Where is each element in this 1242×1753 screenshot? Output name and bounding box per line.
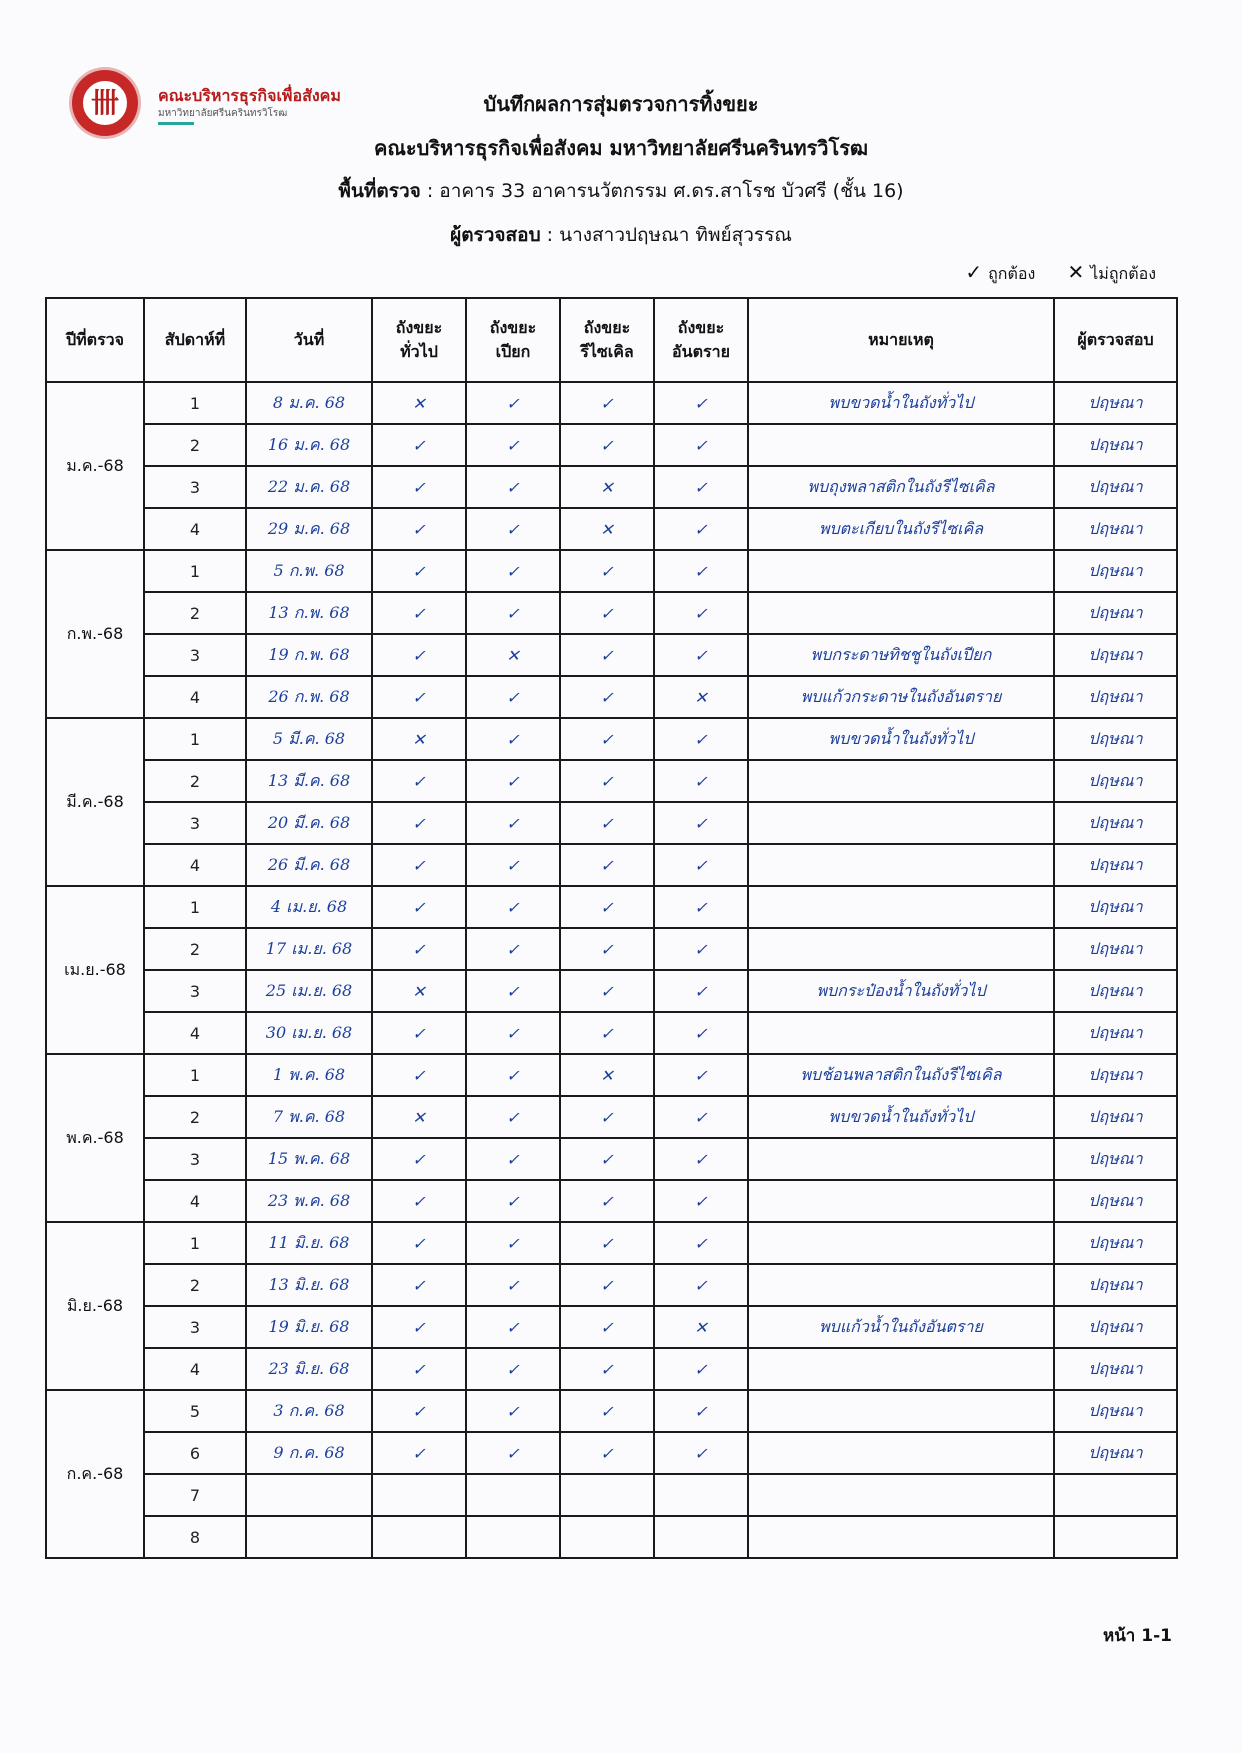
- inspector-signature: ปฤษณา: [1054, 424, 1177, 466]
- inspection-table: [45, 297, 1178, 1559]
- week-cell: 3: [144, 634, 246, 676]
- week-cell: 4: [144, 1012, 246, 1054]
- table-row: [46, 550, 1177, 592]
- table-row: [46, 1054, 1177, 1096]
- date-cell: 9 ก.ค. 68: [246, 1432, 372, 1474]
- table-row: [46, 1390, 1177, 1432]
- table-row: [46, 1432, 1177, 1474]
- date-cell: 8 ม.ค. 68: [246, 382, 372, 424]
- note-cell: [748, 1516, 1054, 1558]
- date-cell: 26 มี.ค. 68: [246, 844, 372, 886]
- header-wet-bin: ถังขยะ เปียก: [466, 298, 560, 382]
- recycle-bin-mark: ✓: [560, 550, 654, 592]
- inspector-signature: ปฤษณา: [1054, 718, 1177, 760]
- hazard-bin-mark: ✓: [654, 844, 748, 886]
- general-bin-mark: ✓: [372, 844, 466, 886]
- inspector-value: นางสาวปฤษณา ทิพย์สุวรรณ: [559, 224, 792, 246]
- hazard-bin-mark: ✓: [654, 1432, 748, 1474]
- date-cell: 4 เม.ย. 68: [246, 886, 372, 928]
- area-value: อาคาร 33 อาคารนวัตกรรม ศ.ดร.สาโรช บัวศรี (ชั้น 16): [439, 180, 904, 202]
- wet-bin-mark: ✓: [466, 844, 560, 886]
- inspector-signature: ปฤษณา: [1054, 1222, 1177, 1264]
- recycle-bin-mark: ✕: [560, 1054, 654, 1096]
- table-row: [46, 718, 1177, 760]
- month-cell: ก.พ.-68: [46, 550, 144, 718]
- inspector-label: ผู้ตรวจสอบ: [450, 224, 541, 246]
- week-cell: 2: [144, 592, 246, 634]
- date-cell: [246, 1474, 372, 1516]
- general-bin-mark: ✓: [372, 1138, 466, 1180]
- table-row: [46, 1264, 1177, 1306]
- table-row: [46, 1306, 1177, 1348]
- inspector-signature: ปฤษณา: [1054, 634, 1177, 676]
- table-row: [46, 466, 1177, 508]
- date-cell: [246, 1516, 372, 1558]
- month-cell: มิ.ย.-68: [46, 1222, 144, 1390]
- wet-bin-mark: ✓: [466, 970, 560, 1012]
- header-month: ปีที่ตรวจ: [46, 298, 144, 382]
- general-bin-mark: ✕: [372, 970, 466, 1012]
- note-cell: [748, 886, 1054, 928]
- wet-bin-mark: ✓: [466, 1222, 560, 1264]
- note-cell: [748, 1390, 1054, 1432]
- general-bin-mark: ✓: [372, 1054, 466, 1096]
- table-row: [46, 886, 1177, 928]
- inspector-signature: ปฤษณา: [1054, 802, 1177, 844]
- note-cell: พบกระป๋องน้ำในถังทั่วไป: [748, 970, 1054, 1012]
- header-recycle-bin: ถังขยะ รีไซเคิล: [560, 298, 654, 382]
- header-week: สัปดาห์ที่: [144, 298, 246, 382]
- general-bin-mark: ✓: [372, 1390, 466, 1432]
- hazard-bin-mark: ✓: [654, 1222, 748, 1264]
- date-cell: 7 พ.ค. 68: [246, 1096, 372, 1138]
- general-bin-mark: ✓: [372, 760, 466, 802]
- week-cell: 4: [144, 508, 246, 550]
- wet-bin-mark: ✓: [466, 1180, 560, 1222]
- inspector-signature: ปฤษณา: [1054, 1306, 1177, 1348]
- note-cell: [748, 1348, 1054, 1390]
- wet-bin-mark: ✓: [466, 550, 560, 592]
- note-cell: [748, 760, 1054, 802]
- general-bin-mark: ✓: [372, 424, 466, 466]
- inspector-signature: ปฤษณา: [1054, 382, 1177, 424]
- inspector-signature: ปฤษณา: [1054, 1264, 1177, 1306]
- table-body: [46, 382, 1177, 1558]
- inspector-signature: ปฤษณา: [1054, 550, 1177, 592]
- hazard-bin-mark: ✓: [654, 1138, 748, 1180]
- week-cell: 3: [144, 466, 246, 508]
- header-hazard-bin: ถังขยะ อันตราย: [654, 298, 748, 382]
- date-cell: 5 ก.พ. 68: [246, 550, 372, 592]
- table-row: [46, 508, 1177, 550]
- general-bin-mark: ✓: [372, 886, 466, 928]
- note-cell: พบขวดน้ำในถังทั่วไป: [748, 1096, 1054, 1138]
- inspector-signature: ปฤษณา: [1054, 1054, 1177, 1096]
- general-bin-mark: ✕: [372, 718, 466, 760]
- hazard-bin-mark: ✓: [654, 424, 748, 466]
- date-cell: 22 ม.ค. 68: [246, 466, 372, 508]
- month-cell: ม.ค.-68: [46, 382, 144, 550]
- general-bin-mark: ✓: [372, 676, 466, 718]
- week-cell: 1: [144, 1222, 246, 1264]
- month-cell: มี.ค.-68: [46, 718, 144, 886]
- inspector-signature: [1054, 1516, 1177, 1558]
- note-cell: พบกระดาษทิชชูในถังเปียก: [748, 634, 1054, 676]
- hazard-bin-mark: ✓: [654, 1096, 748, 1138]
- header-date: วันที่: [246, 298, 372, 382]
- recycle-bin-mark: ✓: [560, 1390, 654, 1432]
- date-cell: 29 ม.ค. 68: [246, 508, 372, 550]
- note-cell: [748, 424, 1054, 466]
- week-cell: 8: [144, 1516, 246, 1558]
- recycle-bin-mark: ✓: [560, 424, 654, 466]
- recycle-bin-mark: ✓: [560, 718, 654, 760]
- date-cell: 19 ก.พ. 68: [246, 634, 372, 676]
- week-cell: 2: [144, 928, 246, 970]
- wet-bin-mark: ✓: [466, 424, 560, 466]
- week-cell: 1: [144, 550, 246, 592]
- recycle-bin-mark: ✕: [560, 466, 654, 508]
- wet-bin-mark: ✓: [466, 466, 560, 508]
- date-cell: 23 พ.ค. 68: [246, 1180, 372, 1222]
- recycle-bin-mark: ✓: [560, 1096, 654, 1138]
- table-row: [46, 382, 1177, 424]
- recycle-bin-mark: ✓: [560, 802, 654, 844]
- inspector-signature: [1054, 1474, 1177, 1516]
- hazard-bin-mark: ✓: [654, 1180, 748, 1222]
- wet-bin-mark: ✓: [466, 928, 560, 970]
- note-cell: [748, 1012, 1054, 1054]
- general-bin-mark: ✕: [372, 382, 466, 424]
- wet-bin-mark: ✓: [466, 886, 560, 928]
- note-cell: พบขวดน้ำในถังทั่วไป: [748, 718, 1054, 760]
- table-row: [46, 1138, 1177, 1180]
- table-row: [46, 928, 1177, 970]
- inspector-signature: ปฤษณา: [1054, 1096, 1177, 1138]
- wet-bin-mark: ✓: [466, 1138, 560, 1180]
- note-cell: [748, 1264, 1054, 1306]
- header-inspector: ผู้ตรวจสอบ: [1054, 298, 1177, 382]
- legend: [965, 260, 1156, 287]
- hazard-bin-mark: ✓: [654, 1264, 748, 1306]
- wet-bin-mark: ✓: [466, 1390, 560, 1432]
- hazard-bin-mark: ✕: [654, 676, 748, 718]
- page-number: หน้า 1-1: [1102, 1626, 1172, 1646]
- table-row: [46, 802, 1177, 844]
- wet-bin-mark: [466, 1474, 560, 1516]
- week-cell: 5: [144, 1390, 246, 1432]
- note-cell: พบขวดน้ำในถังทั่วไป: [748, 382, 1054, 424]
- general-bin-mark: [372, 1516, 466, 1558]
- faculty-line: คณะบริหารธุรกิจเพื่อสังคม มหาวิทยาลัยศรีนครินทรวิโรฒ: [373, 136, 869, 160]
- inspector-signature: ปฤษณา: [1054, 508, 1177, 550]
- date-cell: 11 มิ.ย. 68: [246, 1222, 372, 1264]
- recycle-bin-mark: [560, 1516, 654, 1558]
- general-bin-mark: ✓: [372, 592, 466, 634]
- week-cell: 4: [144, 844, 246, 886]
- table-row: [46, 970, 1177, 1012]
- table-row: [46, 676, 1177, 718]
- general-bin-mark: ✓: [372, 508, 466, 550]
- week-cell: 1: [144, 382, 246, 424]
- inspector-signature: ปฤษณา: [1054, 1432, 1177, 1474]
- week-cell: 1: [144, 718, 246, 760]
- logo-faculty-name: คณะบริหารธุรกิจเพื่อสังคม: [158, 86, 341, 105]
- wet-bin-mark: ✕: [466, 634, 560, 676]
- hazard-bin-mark: ✓: [654, 382, 748, 424]
- note-cell: [748, 1222, 1054, 1264]
- table-row: [46, 1516, 1177, 1558]
- wet-bin-mark: ✓: [466, 1264, 560, 1306]
- inspector-signature: ปฤษณา: [1054, 970, 1177, 1012]
- inspector-signature: ปฤษณา: [1054, 1348, 1177, 1390]
- general-bin-mark: [372, 1474, 466, 1516]
- month-cell: เม.ย.-68: [46, 886, 144, 1054]
- hazard-bin-mark: ✓: [654, 634, 748, 676]
- recycle-bin-mark: [560, 1474, 654, 1516]
- note-cell: [748, 1138, 1054, 1180]
- date-cell: 30 เม.ย. 68: [246, 1012, 372, 1054]
- recycle-bin-mark: ✓: [560, 382, 654, 424]
- general-bin-mark: ✓: [372, 1012, 466, 1054]
- date-cell: 26 ก.พ. 68: [246, 676, 372, 718]
- recycle-bin-mark: ✓: [560, 760, 654, 802]
- week-cell: 4: [144, 1180, 246, 1222]
- inspector-signature: ปฤษณา: [1054, 1138, 1177, 1180]
- date-cell: 1 พ.ค. 68: [246, 1054, 372, 1096]
- week-cell: 2: [144, 760, 246, 802]
- table-row: [46, 760, 1177, 802]
- recycle-bin-mark: ✓: [560, 1138, 654, 1180]
- hazard-bin-mark: [654, 1474, 748, 1516]
- week-cell: 1: [144, 1054, 246, 1096]
- note-cell: พบถุงพลาสติกในถังรีไซเคิล: [748, 466, 1054, 508]
- recycle-bin-mark: ✓: [560, 844, 654, 886]
- general-bin-mark: ✓: [372, 550, 466, 592]
- inspector-signature: ปฤษณา: [1054, 928, 1177, 970]
- logo-accent-bar: [158, 122, 194, 125]
- document-title: บันทึกผลการสุ่มตรวจการทิ้งขยะ: [483, 92, 759, 116]
- note-cell: [748, 844, 1054, 886]
- hazard-bin-mark: ✓: [654, 928, 748, 970]
- general-bin-mark: ✓: [372, 802, 466, 844]
- table-row: [46, 844, 1177, 886]
- seal-emblem: 卌: [90, 86, 119, 119]
- wet-bin-mark: ✓: [466, 1096, 560, 1138]
- recycle-bin-mark: ✓: [560, 1306, 654, 1348]
- recycle-bin-mark: ✕: [560, 508, 654, 550]
- area-label: พื้นที่ตรวจ: [338, 180, 421, 202]
- table-row: [46, 1348, 1177, 1390]
- check-icon: ✓: [965, 260, 983, 284]
- general-bin-mark: ✕: [372, 1096, 466, 1138]
- inspector-signature: ปฤษณา: [1054, 886, 1177, 928]
- inspector-signature: ปฤษณา: [1054, 760, 1177, 802]
- week-cell: 3: [144, 970, 246, 1012]
- date-cell: 3 ก.ค. 68: [246, 1390, 372, 1432]
- date-cell: 19 มิ.ย. 68: [246, 1306, 372, 1348]
- general-bin-mark: ✓: [372, 1348, 466, 1390]
- general-bin-mark: ✓: [372, 1306, 466, 1348]
- date-cell: 13 ก.พ. 68: [246, 592, 372, 634]
- table-row: [46, 1012, 1177, 1054]
- week-cell: 3: [144, 1138, 246, 1180]
- date-cell: 16 ม.ค. 68: [246, 424, 372, 466]
- date-cell: 13 มี.ค. 68: [246, 760, 372, 802]
- cross-icon: ✕: [1067, 260, 1085, 284]
- wet-bin-mark: ✓: [466, 760, 560, 802]
- date-cell: 17 เม.ย. 68: [246, 928, 372, 970]
- hazard-bin-mark: ✓: [654, 508, 748, 550]
- recycle-bin-mark: ✓: [560, 1432, 654, 1474]
- table-row: [46, 1474, 1177, 1516]
- week-cell: 4: [144, 1348, 246, 1390]
- note-cell: [748, 550, 1054, 592]
- date-cell: 15 พ.ค. 68: [246, 1138, 372, 1180]
- recycle-bin-mark: ✓: [560, 1264, 654, 1306]
- wet-bin-mark: ✓: [466, 718, 560, 760]
- inspector-signature: ปฤษณา: [1054, 1390, 1177, 1432]
- recycle-bin-mark: ✓: [560, 970, 654, 1012]
- note-cell: [748, 1180, 1054, 1222]
- date-cell: 20 มี.ค. 68: [246, 802, 372, 844]
- inspection-area-line: พื้นที่ตรวจ : อาคาร 33 อาคารนวัตกรรม ศ.ดร.สาโรช บัวศรี (ชั้น 16): [338, 180, 904, 202]
- week-cell: 2: [144, 1264, 246, 1306]
- wet-bin-mark: ✓: [466, 802, 560, 844]
- logo-university-name: มหาวิทยาลัยศรีนครินทรวิโรฒ: [158, 108, 288, 119]
- table-row: [46, 634, 1177, 676]
- table-row: [46, 1222, 1177, 1264]
- note-cell: [748, 928, 1054, 970]
- hazard-bin-mark: ✓: [654, 466, 748, 508]
- general-bin-mark: ✓: [372, 1180, 466, 1222]
- hazard-bin-mark: ✓: [654, 550, 748, 592]
- legend-incorrect-label: ไม่ถูกต้อง: [1090, 264, 1156, 283]
- wet-bin-mark: ✓: [466, 1348, 560, 1390]
- header-general-bin: ถังขยะ ทั่วไป: [372, 298, 466, 382]
- general-bin-mark: ✓: [372, 466, 466, 508]
- hazard-bin-mark: ✓: [654, 886, 748, 928]
- hazard-bin-mark: ✕: [654, 1306, 748, 1348]
- recycle-bin-mark: ✓: [560, 928, 654, 970]
- table-row: [46, 424, 1177, 466]
- hazard-bin-mark: ✓: [654, 1390, 748, 1432]
- general-bin-mark: ✓: [372, 928, 466, 970]
- table-header-row: [46, 298, 1177, 382]
- inspector-signature: ปฤษณา: [1054, 1180, 1177, 1222]
- general-bin-mark: ✓: [372, 634, 466, 676]
- inspector-signature: ปฤษณา: [1054, 844, 1177, 886]
- wet-bin-mark: [466, 1516, 560, 1558]
- week-cell: 7: [144, 1474, 246, 1516]
- hazard-bin-mark: ✓: [654, 760, 748, 802]
- note-cell: พบช้อนพลาสติกในถังรีไซเคิล: [748, 1054, 1054, 1096]
- date-cell: 5 มี.ค. 68: [246, 718, 372, 760]
- note-cell: พบแก้วน้ำในถังอันตราย: [748, 1306, 1054, 1348]
- hazard-bin-mark: [654, 1516, 748, 1558]
- general-bin-mark: ✓: [372, 1264, 466, 1306]
- week-cell: 3: [144, 1306, 246, 1348]
- week-cell: 6: [144, 1432, 246, 1474]
- hazard-bin-mark: ✓: [654, 1054, 748, 1096]
- hazard-bin-mark: ✓: [654, 1348, 748, 1390]
- inspector-signature: ปฤษณา: [1054, 466, 1177, 508]
- recycle-bin-mark: ✓: [560, 886, 654, 928]
- week-cell: 3: [144, 802, 246, 844]
- wet-bin-mark: ✓: [466, 1306, 560, 1348]
- date-cell: 13 มิ.ย. 68: [246, 1264, 372, 1306]
- recycle-bin-mark: ✓: [560, 1222, 654, 1264]
- inspector-signature: ปฤษณา: [1054, 592, 1177, 634]
- wet-bin-mark: ✓: [466, 1432, 560, 1474]
- week-cell: 2: [144, 1096, 246, 1138]
- general-bin-mark: ✓: [372, 1432, 466, 1474]
- table-row: [46, 592, 1177, 634]
- date-cell: 25 เม.ย. 68: [246, 970, 372, 1012]
- wet-bin-mark: ✓: [466, 592, 560, 634]
- note-cell: [748, 1432, 1054, 1474]
- month-cell: ก.ค.-68: [46, 1390, 144, 1558]
- note-cell: [748, 802, 1054, 844]
- header-note: หมายเหตุ: [748, 298, 1054, 382]
- general-bin-mark: ✓: [372, 1222, 466, 1264]
- hazard-bin-mark: ✓: [654, 970, 748, 1012]
- wet-bin-mark: ✓: [466, 1054, 560, 1096]
- note-cell: [748, 592, 1054, 634]
- month-cell: พ.ค.-68: [46, 1054, 144, 1222]
- week-cell: 4: [144, 676, 246, 718]
- week-cell: 2: [144, 424, 246, 466]
- date-cell: 23 มิ.ย. 68: [246, 1348, 372, 1390]
- recycle-bin-mark: ✓: [560, 676, 654, 718]
- hazard-bin-mark: ✓: [654, 802, 748, 844]
- inspector-signature: ปฤษณา: [1054, 1012, 1177, 1054]
- recycle-bin-mark: ✓: [560, 1180, 654, 1222]
- recycle-bin-mark: ✓: [560, 634, 654, 676]
- week-cell: 1: [144, 886, 246, 928]
- wet-bin-mark: ✓: [466, 1012, 560, 1054]
- note-cell: [748, 1474, 1054, 1516]
- legend-correct-label: ถูกต้อง: [988, 264, 1036, 283]
- wet-bin-mark: ✓: [466, 382, 560, 424]
- recycle-bin-mark: ✓: [560, 1012, 654, 1054]
- hazard-bin-mark: ✓: [654, 592, 748, 634]
- table-row: [46, 1180, 1177, 1222]
- note-cell: พบแก้วกระดาษในถังอันตราย: [748, 676, 1054, 718]
- recycle-bin-mark: ✓: [560, 1348, 654, 1390]
- inspector-signature: ปฤษณา: [1054, 676, 1177, 718]
- table-row: [46, 1096, 1177, 1138]
- inspector-line: ผู้ตรวจสอบ : นางสาวปฤษณา ทิพย์สุวรรณ: [450, 224, 792, 246]
- wet-bin-mark: ✓: [466, 676, 560, 718]
- note-cell: พบตะเกียบในถังรีไซเคิล: [748, 508, 1054, 550]
- hazard-bin-mark: ✓: [654, 1012, 748, 1054]
- recycle-bin-mark: ✓: [560, 592, 654, 634]
- hazard-bin-mark: ✓: [654, 718, 748, 760]
- wet-bin-mark: ✓: [466, 508, 560, 550]
